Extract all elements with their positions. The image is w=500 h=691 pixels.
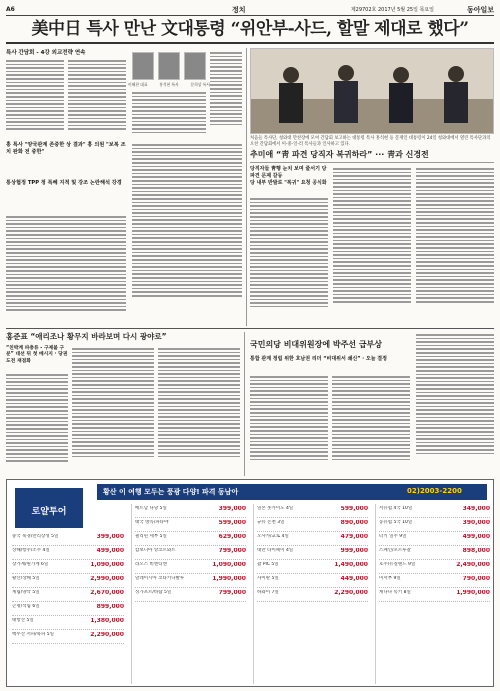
ad-item (257, 576, 368, 588)
right-story-rule (250, 162, 494, 163)
ad-item-price: 1,090,000 (90, 562, 124, 568)
date-line: 제29702호 2017년 5월 25일 목요일 (350, 7, 434, 13)
ad-brand-logo: 로얄투어 (15, 488, 83, 528)
portrait-name-1: 이해찬 대표 (128, 82, 148, 87)
ad-item (379, 548, 490, 560)
ad-item-name: 라오스 비엔티엔 (135, 562, 167, 567)
ad-item-price: 899,000 (96, 604, 124, 610)
ad-item-price: 390,000 (462, 520, 490, 526)
ad-item-name: 계림/양삭 5일 (12, 590, 40, 595)
ad-item-name: 말레이시아 코타키나발루 (135, 576, 185, 581)
ad-item-name: 캄보디아 앙코르와트 (135, 548, 176, 553)
lower-middle-body-col1 (250, 374, 328, 474)
right-story-body-col1 (250, 196, 328, 324)
ad-item-price: 1,380,000 (90, 618, 124, 624)
ad-item (135, 520, 246, 532)
portrait-side-text (210, 50, 242, 136)
lower-right-body (416, 332, 494, 474)
left-story-subhead: 특사 간담회 - 4강 외교전략 연속 (6, 50, 86, 56)
ad-item-price: 599,000 (340, 506, 368, 512)
ad-item-price: 2,490,000 (456, 562, 490, 568)
ad-item (135, 548, 246, 560)
ad-item-name: 미서부 9일 (379, 576, 401, 581)
ad-item-price: 479,000 (340, 534, 368, 540)
left-story-body-col5 (132, 142, 242, 324)
travel-advertisement (6, 479, 494, 687)
ad-item-name: 규슈 온천 3일 (257, 520, 285, 525)
ad-item-price: 999,000 (340, 548, 368, 554)
ad-item-price: 2,990,000 (90, 576, 124, 582)
ad-item-price: 499,000 (96, 548, 124, 554)
left-story-body-col4 (6, 214, 126, 324)
left-story-body-col2 (68, 58, 126, 138)
ad-item (135, 534, 246, 546)
ad-item-name: 캐나다 록키 8일 (379, 590, 411, 595)
ad-item-price: 2,290,000 (90, 632, 124, 638)
ad-item (12, 618, 124, 630)
ad-item (379, 520, 490, 532)
ad-item-name: 오사카/교토 4일 (257, 534, 289, 539)
ad-item-name: 태항산 5일 (12, 618, 34, 623)
ad-phone: 02)2003-2200 (407, 487, 462, 495)
ad-item (135, 590, 246, 602)
portrait-name-2: 홍석현 특사 (159, 82, 179, 87)
ad-item-price: 799,000 (218, 548, 246, 554)
ad-item-price: 399,000 (218, 506, 246, 512)
lower-left-body-col3 (158, 346, 240, 474)
ad-item-price: 898,000 (462, 548, 490, 554)
ad-item-price: 349,000 (462, 506, 490, 512)
ad-item (379, 590, 490, 602)
ad-item (12, 562, 124, 574)
ad-item-name: 상해/항주/소주 4일 (12, 548, 50, 553)
paper-name: 동아일보 (466, 5, 494, 14)
ad-item (135, 562, 246, 574)
portrait-photo-1 (132, 52, 154, 80)
ad-item (257, 506, 368, 518)
ad-item-name: 태국 방콕/파타야 (135, 520, 169, 525)
main-headline: 美中日 특사 만난 文대통령 “위안부-사드, 할말 제대로 했다” (31, 19, 469, 39)
ad-item-name: 곤명/석림 6일 (12, 604, 40, 609)
ad-item-name: 대만 타이페이 4일 (257, 548, 294, 553)
ad-item-name: 스페인/포르투갈 (379, 548, 411, 553)
ad-item-price: 1,090,000 (212, 562, 246, 568)
ad-item (135, 576, 246, 588)
ad-item (257, 590, 368, 602)
ad-item-price: 599,000 (218, 520, 246, 526)
ad-column-4 (375, 504, 493, 684)
ad-column-2 (131, 504, 249, 684)
lower-left-subhead: “친박계 파충류 - 구제불 구분” 대선 뒤 첫 메시지 · 당권도전 재점화 (6, 346, 68, 364)
ad-item (12, 576, 124, 588)
ad-item-name: 사이판 5일 (257, 576, 279, 581)
ad-item (12, 590, 124, 602)
ad-item-price: 449,000 (340, 576, 368, 582)
ad-item-name: 싱가포르/바탐 5일 (135, 590, 172, 595)
section-name: 정치 (232, 5, 246, 14)
ad-column-3 (253, 504, 371, 684)
ad-item (257, 534, 368, 546)
ad-column-1 (9, 532, 127, 684)
ad-item (379, 562, 490, 574)
main-photo (250, 48, 494, 134)
ad-item-price: 399,000 (96, 534, 124, 540)
ad-item-name: 서유럽 4국 10일 (379, 506, 413, 511)
column-divider (246, 48, 247, 326)
section-rule (6, 328, 494, 329)
page-number: A6 (6, 6, 15, 13)
lower-middle-subhead: 통합 관계 정립 위한 호남권 리더 “비대위서 쇄신” · 오늘 결정 (250, 356, 387, 362)
ad-item (12, 548, 124, 560)
ad-item-price: 1,490,000 (334, 562, 368, 568)
left-story-body-col1 (6, 58, 64, 138)
ad-item (379, 506, 490, 518)
ad-item-name: 터키 일주 9일 (379, 534, 407, 539)
lower-left-headline: 홍준표 “애리조나 황무지 바라보며 다시 광야로” (6, 332, 167, 341)
portrait-name-3: 문희상 특사 (190, 82, 210, 87)
headline-rule (6, 42, 494, 44)
ad-item-name: 하와이 7일 (257, 590, 279, 595)
ad-banner: 황산 이 여행 모두는 풍광 다양! 파격 동남아 (97, 484, 487, 500)
right-story-subsub: 당직자들 靑행 눈치 보며 줄서기 당 파견 문제 갈등 (250, 166, 327, 179)
ad-item-price: 629,000 (218, 534, 246, 540)
ad-item-price: 2,670,000 (90, 590, 124, 596)
left-story-body-col3 (132, 90, 206, 138)
ad-item-price: 790,000 (462, 576, 490, 582)
ad-item-name: 필리핀 세부 5일 (135, 534, 167, 539)
ad-item-name: 동유럽 5국 10일 (379, 520, 413, 525)
right-story-headline: 추미애 “靑 파견 당직자 복귀하라” ··· 靑과 신경전 (250, 150, 429, 159)
ad-item (12, 534, 124, 546)
lower-left-body-col1 (6, 372, 68, 474)
ad-item-price: 799,000 (218, 590, 246, 596)
ad-item (379, 576, 490, 588)
left-story-subhead-3: 통상협정 TPP 정 특혜 지적 및 강조 논란해석 강경 (6, 180, 122, 186)
ad-item-price: 890,000 (340, 520, 368, 526)
ad-item-name: 백두산 서파/북파 5일 (12, 632, 55, 637)
ad-item-price: 2,290,000 (334, 590, 368, 596)
lower-middle-body-col2 (332, 374, 410, 474)
ad-item-name: 베트남 다낭 5일 (135, 506, 167, 511)
lower-middle-headline: 국민의당 비대위원장에 박주선 급부상 (250, 340, 383, 349)
photo-caption: 처음들 특사단, 청와대 만찬장에 모여 간담회 보고하는 대통령 특사 홍석현 등 문재인 대통령이 24일 청와대에서 열린 특사단과의 오찬 간담회에서 미-중-일-러 특사들과 인사하고 있다. (250, 136, 491, 147)
ad-item (12, 632, 124, 644)
ad-item-name: 장가계/원가계 6일 (12, 562, 49, 567)
right-story-body-col3 (416, 166, 494, 324)
right-story-body-col2 (333, 166, 411, 324)
ad-item-price: 1,990,000 (456, 590, 490, 596)
ad-item (379, 534, 490, 546)
ad-item-name: 일본 홋카이도 4일 (257, 506, 294, 511)
ad-item-name: 호주/뉴질랜드 9일 (379, 562, 416, 567)
ad-item-price: 499,000 (462, 534, 490, 540)
ad-item-name: 중국 북경/만리장성 5일 (12, 534, 59, 539)
ad-item-name: 괌 PIC 5일 (257, 562, 279, 567)
portrait-photo-2 (158, 52, 180, 80)
lower-left-body-col2 (72, 346, 154, 474)
portrait-photo-3 (184, 52, 206, 80)
portrait-names (128, 82, 210, 88)
ad-item (135, 506, 246, 518)
right-story-subsub-2: 당 내부 반발로 "복귀" 요청 공식화 (250, 180, 327, 186)
main-photo-figures (251, 49, 493, 133)
left-story-subhead-2: 홍 특사 "양국관계 존중한 상 결과" 홍 의원 "보복 조치 완화 전 중한" (6, 142, 126, 155)
page-header (6, 4, 494, 16)
ad-item-price: 1,990,000 (212, 576, 246, 582)
lower-divider (244, 332, 245, 476)
ad-item (257, 548, 368, 560)
ad-item-name: 황산/상해 5일 (12, 576, 40, 581)
ad-item (257, 562, 368, 574)
ad-item (12, 604, 124, 616)
ad-item (257, 520, 368, 532)
